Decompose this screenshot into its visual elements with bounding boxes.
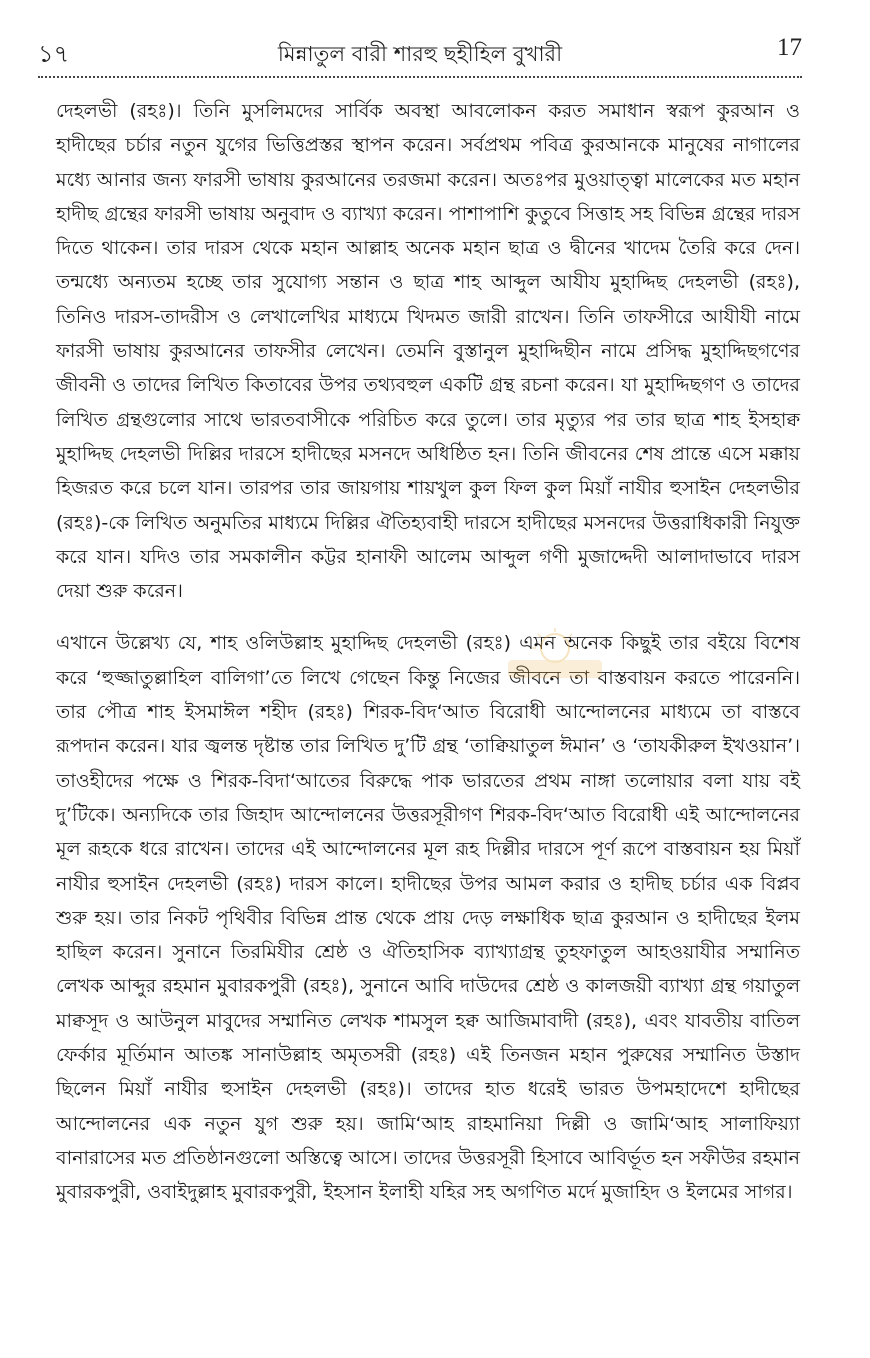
paragraph-2: এখানে উল্লেখ্য যে, শাহ ওলিউল্লাহ মুহাদ্দিছ দেহলভী (রহঃ) এমন অনেক কিছুই তার বইয়ে বিশেষ করে ‘হুজ্জাতুল্লাহিল বালিগা’তে লিখে গেছেন কিন্তু নিজের জীবনে তা বাস্তবায়ন করতে পারেননি। তার পৌত্র শাহ ইসমাঈল শহীদ (রহঃ) শিরক-বিদ‘আত বিরোধী আন্দোলনের মাধ্যমে তা বাস্তবে রূপদান করেন। যার জ্বলন্ত দৃষ্টান্ত তার লিখিত দু’টি গ্রন্থ ‘তাক্বিয়াতুল ঈমান’ ও ‘তাযকীরুল ইখওয়ান’। তাওহীদের পক্ষে ও শিরক-বিদা‘আতের বিরুদ্ধে পাক ভারতের প্রথম নাঙ্গা তলোয়ার বলা যায় বই দু’টিকে। অন্যদিকে তার জিহাদ আন্দোলনের উত্তরসূরীগণ শিরক-বিদ‘আত বিরোধী এই আন্দোলনের মূল রূহকে ধরে রাখেন। তাদের এই আন্দোলনের মূল রূহ দিল্লীর দারসে পূর্ণ রূপে বাস্তবায়ন হয় মিয়াঁ নাযীর হুসাইন দেহলভী (রহঃ) দারস কালে। হাদীছের উপর আমল করার ও হাদীছ চর্চার এক বিপ্লব শুরু হয়। তার নিকট পৃথিবীর বিভিন্ন প্রান্ত থেকে প্রায় দেড় লক্ষাধিক ছাত্র কুরআন ও হাদীছের ইলম হাছিল করেন। সুনানে তিরমিযীর শ্রেষ্ঠ ও ঐতিহাসিক ব্যাখ্যাগ্রন্থ তুহফাতুল আহওয়াযীর সম্মানিত লেখক আব্দুর রহমান মুবারকপুরী (রহঃ), সুনানে আবি দাউদের শ্রেষ্ঠ ও কালজয়ী ব্যাখ্যা গ্রন্থ গয়াতুল মাক্বসূদ ও আউনুল মাবুদের সম্মানিত লেখক শামসুল হক্ব আজিমাবাদী (রহঃ), এবং যাবতীয় বাতিল ফের্কার মূর্তিমান আতঙ্ক সানাউল্লাহ অমৃতসরী (রহঃ) এই তিনজন মহান পুরুষের সম্মানিত উস্তাদ ছিলেন মিয়াঁ নাযীর হুসাইন দেহলভী (রহঃ)। তাদের হাত ধরেই ভারত উপমহাদেশে হাদীছের আন্দোলনের এক নতুন যুগ শুরু হয়। জামি‘আহ রাহমানিয়া দিল্লী ও জামি‘আহ সালাফিয়্যা বানারাসের মত প্রতিষ্ঠানগুলো অস্তিত্বে আসে। তাদের উত্তরসূরী হিসাবে আবির্ভূত হন সফীউর রহমান মুবারকপুরী, ওবাইদুল্লাহ মুবারকপুরী, ইহসান ইলাহী যহির সহ অগণিত মর্দে মুজাহিদ ও ইলমের সাগর। (56, 632, 800, 1204)
running-title: মিন্নাতুল বারী শারহু ছহীহিল বুখারী (277, 42, 563, 66)
page-number: 17 (777, 34, 802, 61)
body-text (56, 94, 800, 1210)
paragraph-1: দেহলভী (রহঃ)। তিনি মুসলিমদের সার্বিক অবস্থা আবলোকন করত সমাধান স্বরূপ কুরআন ও হাদীছের চর্চার নতুন যুগের ভিত্তিপ্রস্তর স্থাপন করেন। সর্বপ্রথম পবিত্র কুরআনকে মানুষের নাগালের মধ্যে আনার জন্য ফারসী ভাষায় কুরআনের তরজমা করেন। অতঃপর মুওয়াত্ত্বা মালেকের মত মহান হাদীছ গ্রন্থের ফারসী ভাষায় অনুবাদ ও ব্যাখ্যা করেন। পাশাপাশি কুতুবে সিত্তাহ সহ বিভিন্ন গ্রন্থের দারস দিতে থাকেন। তার দারস থেকে মহান আল্লাহ অনেক মহান ছাত্র ও দ্বীনের খাদেম তৈরি করে দেন। তন্মধ্যে অন্যতম হচ্ছে তার সুযোগ্য সন্তান ও ছাত্র শাহ আব্দুল আযীয মুহাদ্দিছ দেহলভী (রহঃ), তিনিও দারস-তাদরীস ও লেখালেখির মাধ্যমে খিদমত জারী রাখেন। তিনি তাফসীরে আযীযী নামে ফারসী ভাষায় কুরআনের তাফসীর লেখেন। তেমনি বুস্তানুল মুহাদ্দিছীন নামে প্রসিদ্ধ মুহাদ্দিছগণের জীবনী ও তাদের লিখিত কিতাবের উপর তথ্যবহুল একটি গ্রন্থ রচনা করেন। যা মুহাদ্দিছগণ ও তাদের লিখিত গ্রন্থগুলোর সাথে ভারতবাসীকে পরিচিত করে তুলে। তার মৃত্যুর পর তার ছাত্র শাহ ইসহাক্ব মুহাদ্দিছ দেহলভী দিল্লির দারসে হাদীছের মসনদে অধিষ্ঠিত হন। তিনি জীবনের শেষ প্রান্তে এসে মক্কায় হিজরত করে চলে যান। তারপর তার জায়গায় শায়খুল কুল ফিল কুল মিয়াঁ নাযীর হুসাইন দেহলভীর (রহঃ)-কে লিখিত অনুমতির মাধ্যমে দিল্লির ঐতিহ্যবাহী দারসে হাদীছের মসনদের উত্তরাধিকারী নিযুক্ত করে যান। যদিও তার সমকালীন কট্টর হানাফী আলেম আব্দুল গণী মুজাদ্দেদী আলাদাভাবে দারস দেয়া শুরু করেন। (56, 100, 800, 603)
page-number-bengali: ১৭ (38, 40, 70, 68)
page-header (38, 30, 802, 78)
